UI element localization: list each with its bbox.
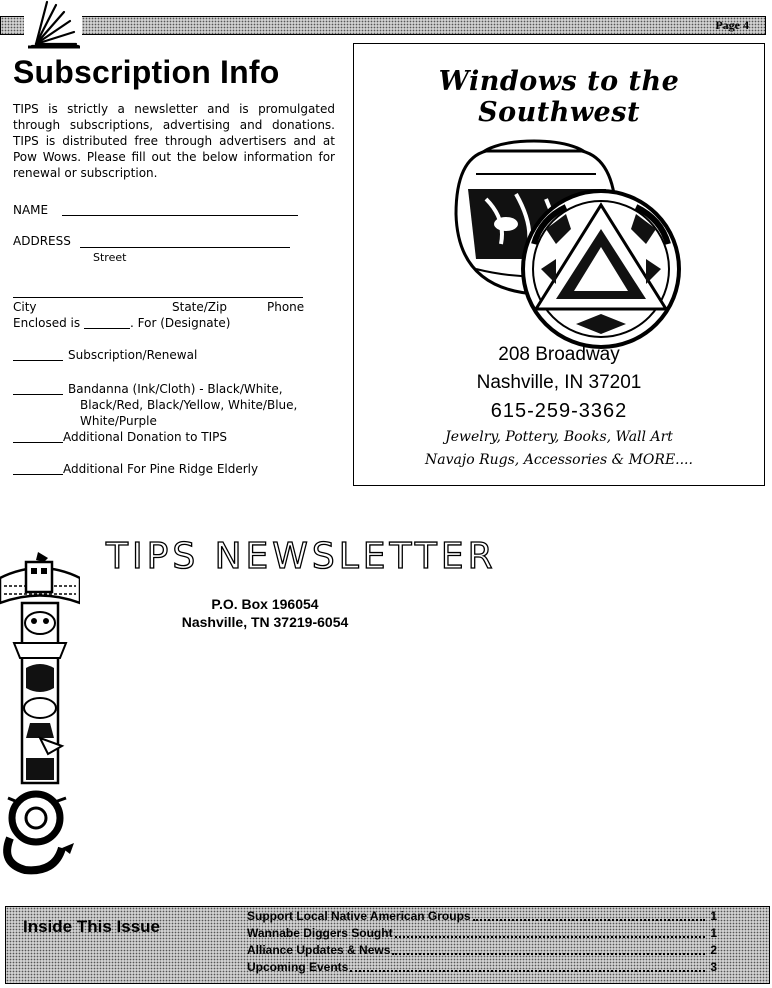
- newsletter-address: [130, 595, 400, 631]
- inside-this-issue-title: Inside This Issue: [23, 917, 160, 936]
- option-bandanna-colors-2: White/Purple: [80, 414, 157, 428]
- toc-item[interactable]: [247, 925, 717, 942]
- toc-item-page: 1: [710, 909, 717, 923]
- donation-checkline[interactable]: [13, 442, 63, 443]
- ad-goods-line-2: Navajo Rugs, Accessories & MORE....: [425, 452, 693, 468]
- subscription-intro: TIPS is strictly a newsletter and is promulgated through subscriptions, advertising and donations. TIPS is distributed free through advertisers and at Pow Wows. Please fill out the below information for renewal or subscription.: [13, 102, 335, 180]
- toc-item-page: 3: [710, 960, 717, 974]
- toc-item[interactable]: [247, 942, 717, 959]
- subscription-title: Subscription Info: [13, 54, 280, 90]
- ad-title: Windows to the Southwest: [438, 66, 680, 128]
- pine-ridge-checkline[interactable]: [13, 474, 63, 475]
- enclosed-label: Enclosed is: [13, 316, 81, 330]
- toc-item-title: Wannabe Diggers Sought: [247, 926, 393, 940]
- inside-this-issue-box: [5, 906, 770, 984]
- street-label: Street: [93, 251, 127, 264]
- page-number: Page 4: [715, 18, 749, 32]
- ad-city: Nashville, IN 37201: [476, 372, 642, 393]
- name-field[interactable]: [62, 215, 298, 216]
- fan-sunburst-icon: [24, 0, 82, 50]
- toc-item[interactable]: [247, 959, 717, 976]
- toc-leader: [392, 942, 705, 955]
- option-pine-ridge: Additional For Pine Ridge Elderly: [63, 462, 259, 476]
- designate-label: . For (Designate): [130, 316, 231, 330]
- newsletter-address-line-2: Nashville, TN 37219-6054: [181, 614, 349, 630]
- toc-leader: [350, 959, 705, 972]
- newsletter-title: TIPS NEWSLETTER: [106, 536, 497, 577]
- pottery-illustration: [446, 119, 696, 349]
- toc-item-page: 1: [710, 926, 717, 940]
- enclosed-amount-field[interactable]: [84, 328, 130, 329]
- city-state-phone-field[interactable]: [13, 297, 303, 298]
- toc-item-title: Alliance Updates & News: [247, 943, 391, 957]
- bandanna-checkline[interactable]: [13, 394, 63, 395]
- page-header-bar: [0, 16, 766, 35]
- newsletter-address-line-1: P.O. Box 196054: [211, 596, 319, 612]
- ad-phone: 615-259-3362: [490, 400, 628, 422]
- table-of-contents: [247, 908, 717, 976]
- toc-item[interactable]: [247, 908, 717, 925]
- phone-label: Phone: [267, 300, 305, 314]
- totem-pole-illustration: [0, 548, 80, 878]
- subscription-checkline[interactable]: [13, 360, 63, 361]
- street-field[interactable]: [80, 247, 290, 248]
- address-label: ADDRESS: [13, 234, 71, 248]
- option-subscription: Subscription/Renewal: [68, 348, 198, 362]
- ad-goods-line-1: Jewelry, Pottery, Books, Wall Art: [445, 429, 673, 445]
- state-zip-label: State/Zip: [172, 300, 227, 314]
- advertisement-box: [353, 43, 765, 486]
- toc-item-page: 2: [710, 943, 717, 957]
- toc-item-title: Upcoming Events: [247, 960, 349, 974]
- name-label: NAME: [13, 203, 49, 217]
- city-label: City: [13, 300, 37, 314]
- option-donation: Additional Donation to TIPS: [63, 430, 227, 444]
- toc-leader: [473, 908, 705, 921]
- option-bandanna: Bandanna (Ink/Cloth) - Black/White,: [68, 382, 283, 396]
- toc-leader: [395, 925, 705, 938]
- toc-item-title: Support Local Native American Groups: [247, 909, 471, 923]
- option-bandanna-colors: Black/Red, Black/Yellow, White/Blue,: [80, 398, 298, 412]
- ad-street: 208 Broadway: [498, 344, 620, 365]
